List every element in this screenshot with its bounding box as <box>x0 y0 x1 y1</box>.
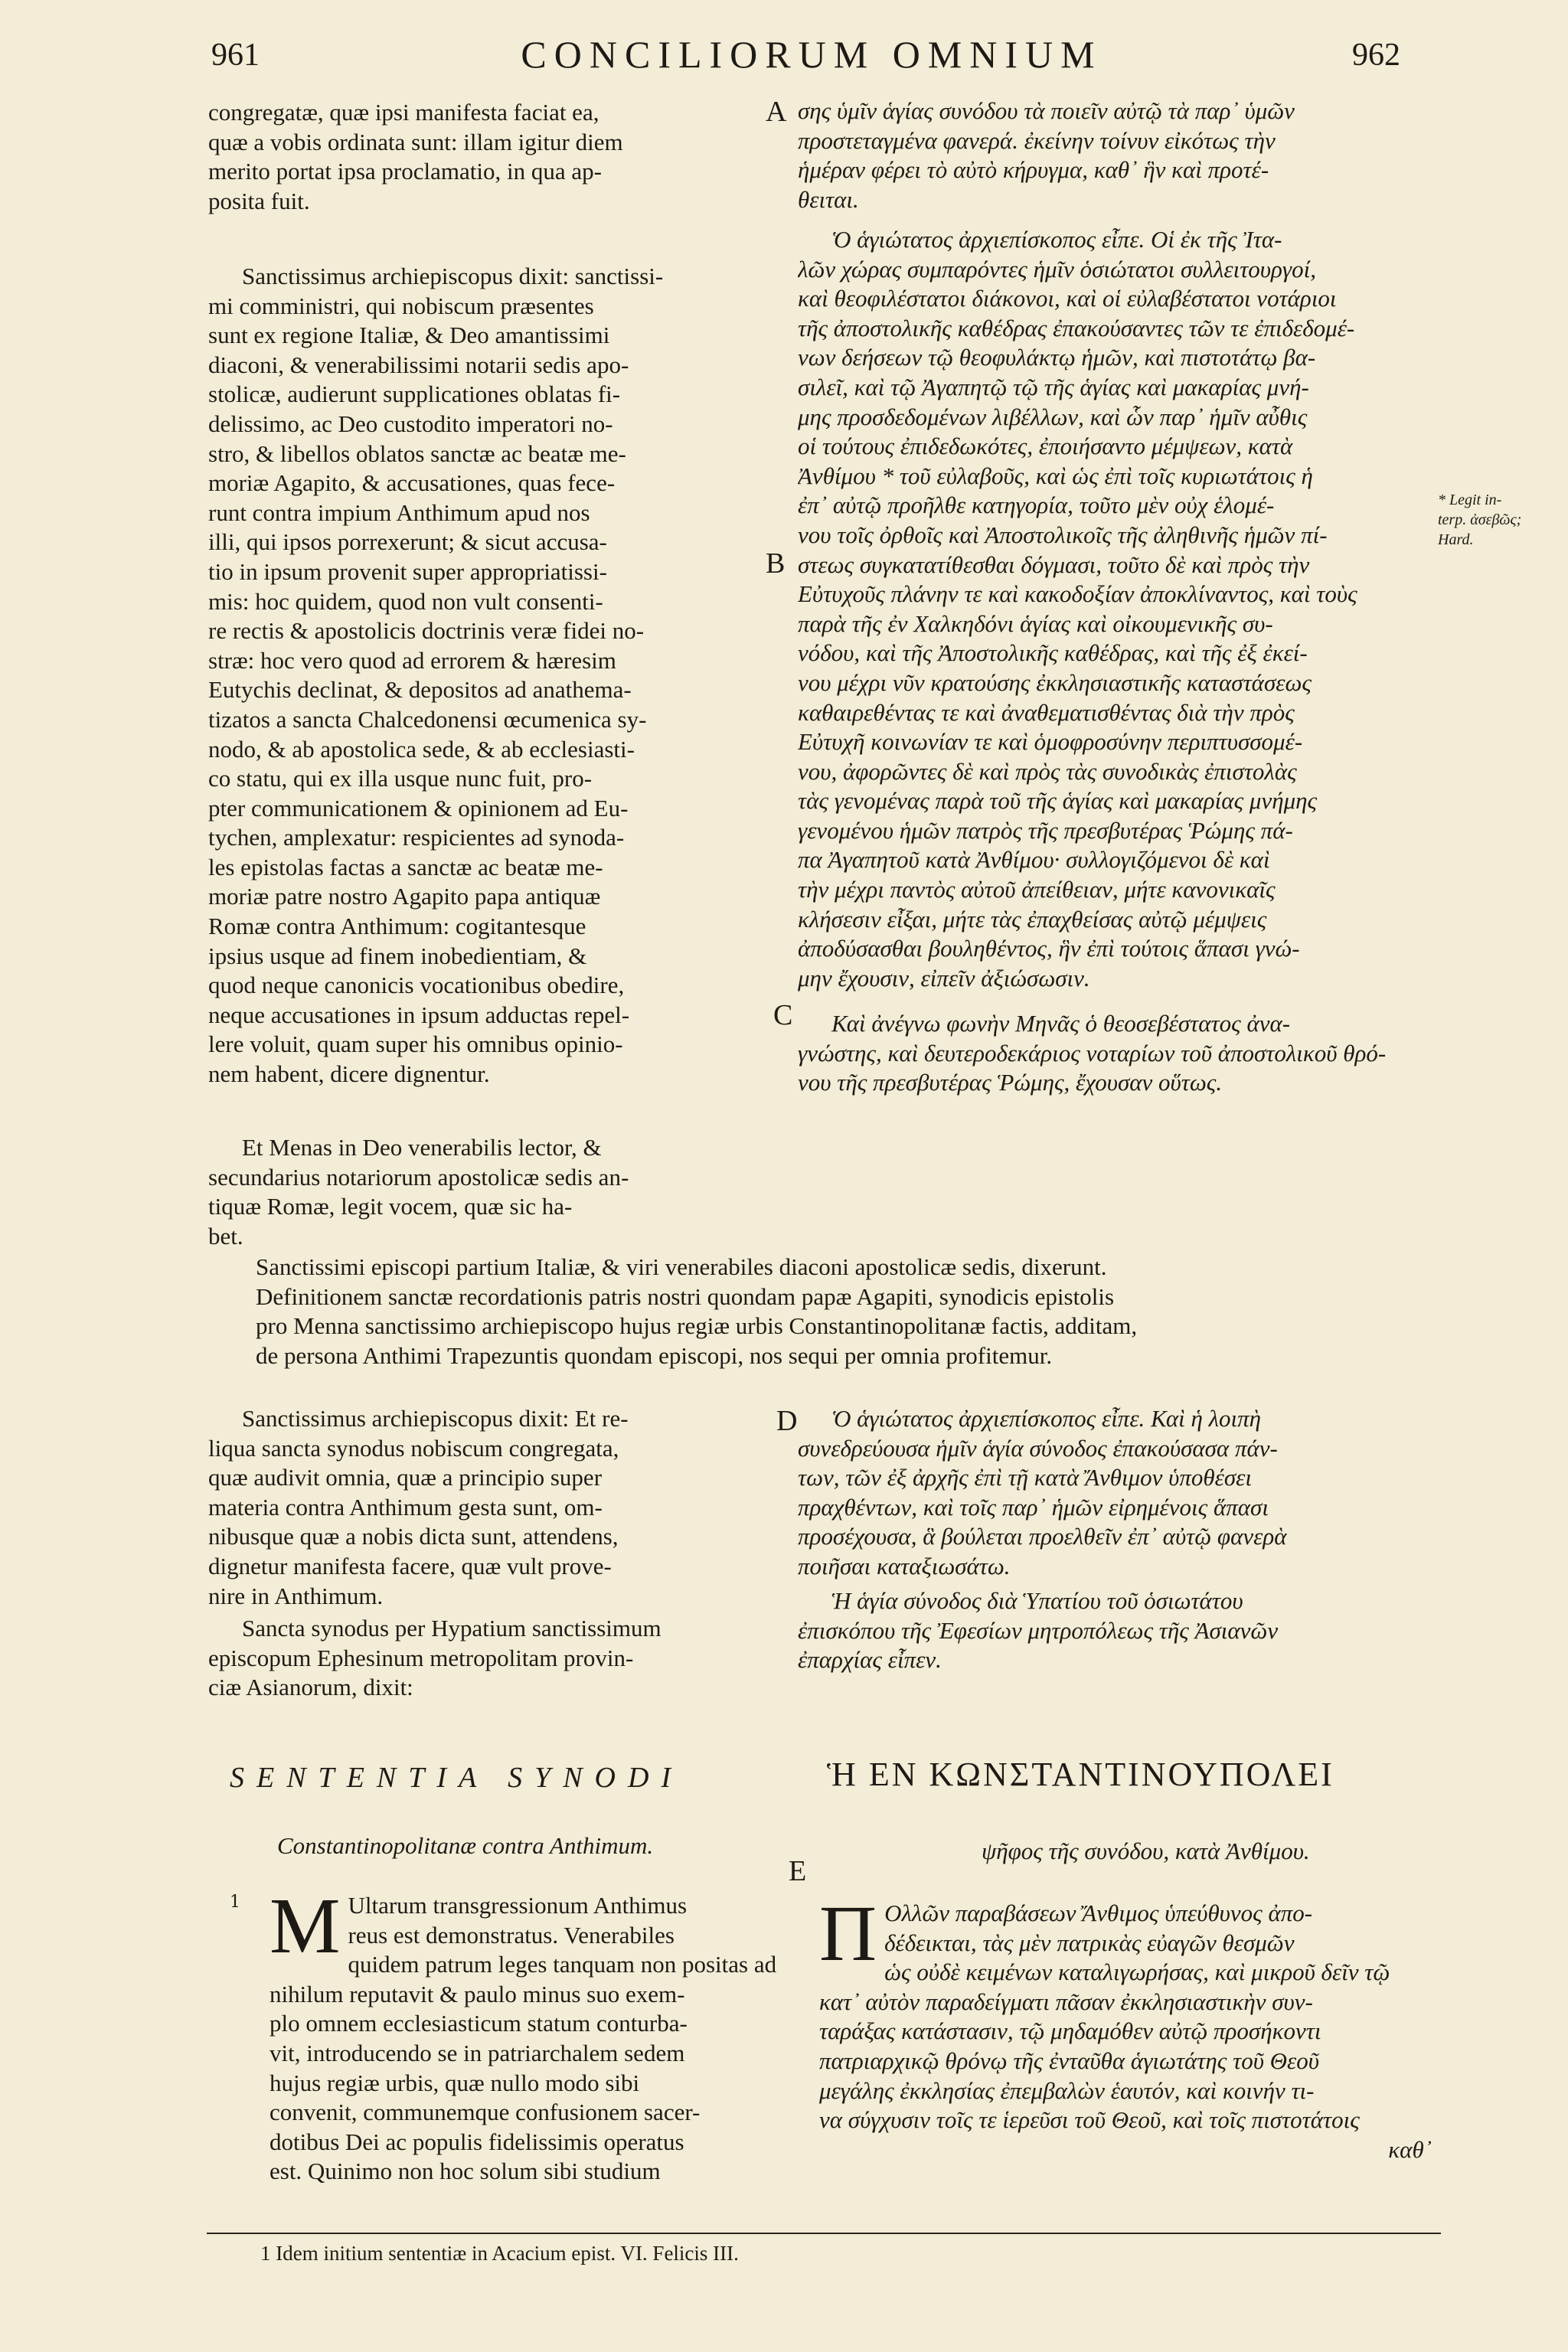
text-line: stræ: hoc vero quod ad errorem & hæresim <box>208 646 616 674</box>
text-line: mis: hoc quidem, quod non vult consenti- <box>208 587 603 615</box>
latin-para-1 <box>208 98 781 216</box>
text-line: παρὰ τῆς ἐν Χαλκηδόνι ἁγίας καὶ οἰκουμενικῆς συ- <box>798 609 1273 637</box>
text-line: Ἡ ἁγία σύνοδος διὰ Ὑπατίου τοῦ ὁσιωτάτου <box>831 1587 1243 1614</box>
text-line: de persona Anthimi Trapezuntis quondam episcopi, nos sequi per omnia profitemur. <box>256 1341 1053 1369</box>
text-line: dignetur manifesta facere, quæ vult prove- <box>208 1552 612 1579</box>
text-line: liqua sancta synodus nobiscum congregata, <box>208 1434 619 1462</box>
text-line: στεως συγκατατίθεσθαι δόγμασι, τοῦτο δὲ καὶ πρὸς τὴν <box>798 550 1310 578</box>
text-line: Eutychis declinat, & depositos ad anathema- <box>208 676 632 704</box>
text-line: mi comministri, qui nobiscum præsentes <box>208 292 594 319</box>
text-line: quod neque canonicis vocationibus obedire, <box>208 972 625 999</box>
text-line: μην ἔχουσιν, εἰπεῖν ἀξιώσωσιν. <box>798 964 1090 991</box>
text-line: Sancta synodus per Hypatium sanctissimum <box>242 1615 662 1642</box>
text-line: καθ᾽ <box>1388 2135 1432 2163</box>
text-line: ἀποδύσασθαι βουληθέντος, ἣν ἐπὶ τούτοις ἅπασι γνώ- <box>798 935 1300 962</box>
text-line: co statu, qui ex illa usque nunc fuit, pro- <box>208 765 593 792</box>
text-line: Et Menas in Deo venerabilis lector, & <box>242 1134 602 1161</box>
text-line: πραχθέντων, καὶ τοῖς παρ᾽ ἡμῶν εἰρημένοις ἅπασι <box>798 1493 1269 1521</box>
text-line: Εὐτυχῆ κοινωνίαν τε καὶ ὁμοφροσύνην περιπτυσσομέ- <box>798 728 1303 756</box>
text-line: quæ audivit omnia, quæ a principio super <box>208 1464 603 1491</box>
text-line: plo omnem ecclesiasticum statum conturba- <box>270 2010 688 2037</box>
page-header <box>0 33 1568 90</box>
page-number-right: 962 <box>1352 38 1400 73</box>
text-line: ipsius usque ad finem inobedientiam, & <box>208 942 587 969</box>
text-line: προσέχουσα, ἃ βούλεται προελθεῖν ἐπ᾽ αὐτῷ φανερὰ <box>798 1523 1287 1550</box>
text-line: ἐπαρχίας εἶπεν. <box>798 1646 942 1674</box>
latin-para-5 <box>208 1614 781 1703</box>
text-line: ταράξας κατάστασιν, τῷ μηδαμόθεν αὐτῷ προσήκοντι <box>819 2017 1321 2045</box>
text-line: nibusque quæ a nobis dicta sunt, attendens, <box>208 1523 619 1550</box>
margin-mark-c: C <box>773 999 793 1031</box>
side-note-line: Hard. <box>1438 531 1474 548</box>
text-line: dotibus Dei ac populis fidelissimis operatus <box>270 2128 684 2155</box>
greek-section-heading: Ἡ ΕΝ ΚΩΝΣΤΑΝΤΙΝΟΥΠΟΛΕΙ <box>827 1756 1334 1793</box>
text-line: θειται. <box>798 185 859 213</box>
latin-para-4 <box>208 1404 781 1611</box>
text-line: hujus regiæ urbis, quæ nullo modo sibi <box>270 2069 640 2096</box>
text-line: ἐπισκόπου τῆς Ἐφεσίων μητροπόλεως τῆς Ἀσιανῶν <box>798 1616 1279 1644</box>
text-line: ciæ Asianorum, dixit: <box>208 1674 413 1701</box>
text-line: reus est demonstratus. Venerabiles <box>348 1921 675 1949</box>
text-line: nodo, & ab apostolica sede, & ab ecclesiasti- <box>208 735 635 763</box>
text-line: των, τῶν ἐξ ἀρχῆς ἐπὶ τῇ κατὰ Ἄνθιμον ὑποθέσει <box>798 1464 1252 1491</box>
text-line: pter communicationem & opinionem ad Eu- <box>208 794 629 822</box>
text-line: νου μέχρι νῦν κρατούσης ἐκκλησιαστικῆς καταστάσεως <box>798 668 1312 696</box>
text-line: stro, & libellos oblatos sanctæ ac beatæ me- <box>208 439 626 467</box>
text-line: episcopum Ephesinum metropolitam provin- <box>208 1644 634 1671</box>
greek-para-3 <box>798 1009 1429 1098</box>
text-line: quæ a vobis ordinata sunt: illam igitur diem <box>208 128 623 155</box>
text-line: ἡμέραν φέρει τὸ αὐτὸ κήρυγμα, καθ᾽ ἣν καὶ προτέ- <box>798 156 1269 184</box>
text-line: moriæ Agapito, & accusationes, quas fece- <box>208 469 616 497</box>
greek-sentence-body <box>819 1890 1432 2164</box>
side-note <box>1438 490 1553 550</box>
text-line: secundarius notariorum apostolicæ sedis an- <box>208 1163 629 1191</box>
latin-section-heading: SENTENTIA SYNODI <box>230 1762 684 1794</box>
text-line: συνεδρεύουσα ἡμῖν ἁγία σύνοδος ἐπακούσασα πάν- <box>798 1434 1278 1462</box>
text-line: tizatos a sancta Chalcedonensi œcumenica sy- <box>208 705 647 733</box>
text-line: νου τοῖς ὀρθοῖς καὶ Ἀποστολικοῖς τῆς ἀληθινῆς ἡμῶν πί- <box>798 521 1328 548</box>
text-line: stolicæ, audierunt supplicationes oblatas fi- <box>208 381 621 408</box>
text-line: καθαιρεθέντας τε καὶ ἀναθεματισθέντας διὰ τὴν πρὸς <box>798 698 1295 726</box>
text-line: ἐπ᾽ αὐτῷ προῆλθε κατηγορία, τοῦτο μὲν οὐχ ἑλομέ- <box>798 492 1275 519</box>
latin-para-2 <box>208 262 781 1089</box>
text-line: bet. <box>208 1222 243 1250</box>
text-line: πα Ἀγαπητοῦ κατὰ Ἀνθίμου· συλλογιζόμενοι δὲ καὶ <box>798 846 1270 874</box>
text-line: σιλεῖ, καὶ τῷ Ἀγαπητῷ τῷ τῆς ἁγίας καὶ μακαρίας μνή- <box>798 373 1309 400</box>
text-line: τὰς γενομένας παρὰ τοῦ τῆς ἁγίας καὶ μακαρίας μνήμης <box>798 787 1318 815</box>
text-line: materia contra Anthimum gesta sunt, om- <box>208 1493 603 1521</box>
drop-cap: M <box>270 1882 341 1970</box>
text-line: Sanctissimus archiepiscopus dixit: sanctissi- <box>242 263 664 289</box>
text-line: κλήσεσιν εἶξαι, μήτε τὰς ἐπαχθείσας αὐτῷ μέμψεις <box>798 905 1267 933</box>
text-line: illi, qui ipsos porrexerunt; & sicut accusa- <box>208 528 607 556</box>
text-line: οἱ τούτους ἐπιδεδωκότες, ἐποιήσαντο μέμψεων, κατὰ <box>798 433 1293 460</box>
text-line: nihilum reputavit & paulo minus suo exem- <box>270 1980 685 2007</box>
text-line: diaconi, & venerabilissimi notarii sedis apo- <box>208 351 629 378</box>
text-line: μεγάλης ἐκκλησίας ἐπεμβαλὼν ἑαυτόν, καὶ κοινήν τι- <box>819 2076 1315 2104</box>
greek-para-5 <box>798 1586 1429 1675</box>
text-line: runt contra impium Anthimum apud nos <box>208 498 590 526</box>
greek-section-subheading: ψῆφος τῆς συνόδου, κατὰ Ἀνθίμου. <box>982 1838 1310 1864</box>
text-line: Ἀνθίμου * τοῦ εὐλαβοῦς, καὶ ὡς ἐπὶ τοῖς κυριωτάτοις ἡ <box>798 462 1313 489</box>
text-line: γνώστης, καὶ δευτεροδεκάριος νοταρίων τοῦ ἀποστολικοῦ θρό- <box>798 1039 1387 1067</box>
text-line: νόδου, καὶ τῆς Ἀποστολικῆς καθέδρας, καὶ τῆς ἐξ ἐκεί- <box>798 639 1308 667</box>
footnote: 1 Idem initium sententiæ in Acacium epist. VI. Felicis III. <box>260 2242 739 2265</box>
text-line: neque accusationes in ipsum adductas repel- <box>208 1001 630 1028</box>
text-line: nem habent, dicere dignentur. <box>208 1060 490 1088</box>
text-line: est. Quinimo non hoc solum sibi studium <box>270 2158 661 2185</box>
text-line: vit, introducendo se in patriarchalem sedem <box>270 2039 685 2066</box>
text-line: pro Menna sanctissimo archiepiscopo hujus regiæ urbis Constantinopolitanæ factis, additam, <box>256 1312 1138 1340</box>
text-line: Definitionem sanctæ recordationis patris nostri quondam papæ Agapiti, synodicis epistolis <box>256 1282 1115 1310</box>
text-line: tiquæ Romæ, legit vocem, quæ sic ha- <box>208 1193 573 1220</box>
drop-cap: Π <box>819 1890 877 1978</box>
greek-para-4 <box>798 1404 1429 1582</box>
text-line: convenit, communemque confusionem sacer- <box>270 2099 701 2126</box>
text-line: προστεταγμένα φανερά. ἐκείνην τοίνυν εἰκότως τὴν <box>798 126 1276 154</box>
text-line: κατ᾽ αὐτὸν παραδείγματι πᾶσαν ἐκκλησιαστικὴν συν- <box>819 1988 1313 2015</box>
text-line: les epistolas factas a sanctæ ac beatæ me- <box>208 853 603 880</box>
text-line: re rectis & apostolicis doctrinis veræ fidei no- <box>208 617 645 645</box>
text-line: Romæ contra Anthimum: cogitantesque <box>208 913 586 940</box>
text-line: Sanctissimus archiepiscopus dixit: Et re- <box>242 1405 629 1432</box>
full-width-paragraph <box>256 1253 1435 1370</box>
text-line: γενομένου ἡμῶν πατρὸς τῆς πρεσβυτέρας Ῥώμης πά- <box>798 816 1293 844</box>
text-line: νου τῆς πρεσβυτέρας Ῥώμης, ἔχουσαν οὕτως. <box>798 1069 1223 1096</box>
text-line: tio in ipsum provenit super appropriatissi- <box>208 557 607 585</box>
text-line: congregatæ, quæ ipsi manifesta faciat ea, <box>208 99 599 126</box>
text-line: Καὶ ἀνέγνω φωνὴν Μηνᾶς ὁ θεοσεβέστατος ἀνα- <box>831 1010 1291 1037</box>
text-line: ποιῆσαι καταξιωσάτω. <box>798 1552 1011 1579</box>
text-line: νου, ἀφορῶντες δὲ καὶ πρὸς τὰς συνοδικὰς ἐπιστολὰς <box>798 757 1297 785</box>
margin-mark-d: D <box>776 1405 798 1437</box>
footnote-marker: 1 <box>230 1893 240 1912</box>
text-line: μης προσδεδομένων λιβέλλων, καὶ ὧν παρ᾽ ἡμῖν αὖθις <box>798 403 1308 430</box>
text-line: πατριαρχικῷ θρόνῳ τῆς ἐνταῦθα ἁγιωτάτης τοῦ Θεοῦ <box>819 2047 1319 2074</box>
text-line: Ultarum transgressionum Anthimus <box>348 1892 688 1919</box>
text-line: Ὁ ἁγιώτατος ἀρχιεπίσκοπος εἶπε. Οἱ ἐκ τῆς Ἰτα- <box>831 226 1282 253</box>
running-title: CONCILIORUM OMNIUM <box>521 33 1102 76</box>
text-line: σης ὑμῖν ἁγίας συνόδου τὰ ποιεῖν αὐτῷ τὰ παρ᾽ ὑμῶν <box>798 97 1295 124</box>
text-line: merito portat ipsa proclamatio, in qua ap- <box>208 158 602 185</box>
text-line: ὡς οὐδὲ κειμένων καταλιγωρήσας, καὶ μικροῦ δεῖν τῷ <box>884 1958 1390 1986</box>
latin-para-3 <box>208 1133 781 1251</box>
page-number-left: 961 <box>211 38 260 73</box>
greek-para-2 <box>798 225 1429 993</box>
text-line: delissimo, ac Deo custodito imperatori no- <box>208 410 613 437</box>
footnote-divider <box>207 2233 1441 2234</box>
latin-section-subheading: Constantinopolitanæ contra Anthimum. <box>277 1832 654 1859</box>
text-line: sunt ex regione Italiæ, & Deo amantissimi <box>208 322 610 349</box>
text-line: quidem patrum leges tanquam non positas ad <box>348 1951 777 1978</box>
text-line: Ολλῶν παραβάσεων Ἄνθιμος ὑπεύθυνος ἀπο- <box>884 1900 1313 1926</box>
text-line: Ὁ ἁγιώτατος ἀρχιεπίσκοπος εἶπε. Καὶ ἡ λοιπὴ <box>831 1405 1262 1432</box>
latin-sentence-body <box>270 1882 781 2187</box>
text-line: τῆς ἀποστολικῆς καθέδρας ἐπακούσαντες τῶν τε ἐπιδεδομέ- <box>798 314 1355 341</box>
margin-mark-a: A <box>766 96 787 128</box>
margin-mark-e: E <box>789 1855 807 1887</box>
text-line: posita fuit. <box>208 187 310 214</box>
text-line: tychen, amplexatur: respicientes ad synoda- <box>208 824 625 851</box>
text-line: νων δεήσεων τῷ θεοφυλάκτῳ ἡμῶν, καὶ πιστοτάτῳ βα- <box>798 344 1316 371</box>
text-line: δέδεικται, τὰς μὲν πατρικὰς εὐαγῶν θεσμῶν <box>884 1929 1295 1956</box>
side-note-line: * Legit in- <box>1438 492 1502 508</box>
text-line: καὶ θεοφιλέστατοι διάκονοι, καὶ οἱ εὐλαβέστατοι νοτάριοι <box>798 285 1337 312</box>
text-line: lere voluit, quam super his omnibus opinio- <box>208 1031 623 1058</box>
text-line: λῶν χώρας συμπαρόντες ἡμῖν ὁσιώτατοι συλλειτουργοί, <box>798 255 1316 283</box>
text-line: Sanctissimi episcopi partium Italiæ, & viri venerabiles diaconi apostolicæ sedis, dixerunt. <box>256 1253 1107 1280</box>
margin-mark-b: B <box>766 547 786 580</box>
text-line: Εὐτυχοῦς πλάνην τε καὶ κακοδοξίαν ἀποκλίναντος, καὶ τοὺς <box>798 580 1357 608</box>
text-line: τὴν μέχρι παντὸς αὐτοῦ ἀπείθειαν, μήτε κανονικαῖς <box>798 876 1276 903</box>
text-line: nire in Anthimum. <box>208 1582 384 1609</box>
text-line: να σύγχυσιν τοῖς τε ἱερεῦσι τοῦ Θεοῦ, καὶ τοῖς πιστοτάτοις <box>819 2106 1360 2134</box>
text-line: moriæ patre nostro Agapito papa antiquæ <box>208 883 601 910</box>
greek-para-1 <box>798 96 1429 214</box>
side-note-line: terp. ἀσεβῶς; <box>1438 511 1522 528</box>
